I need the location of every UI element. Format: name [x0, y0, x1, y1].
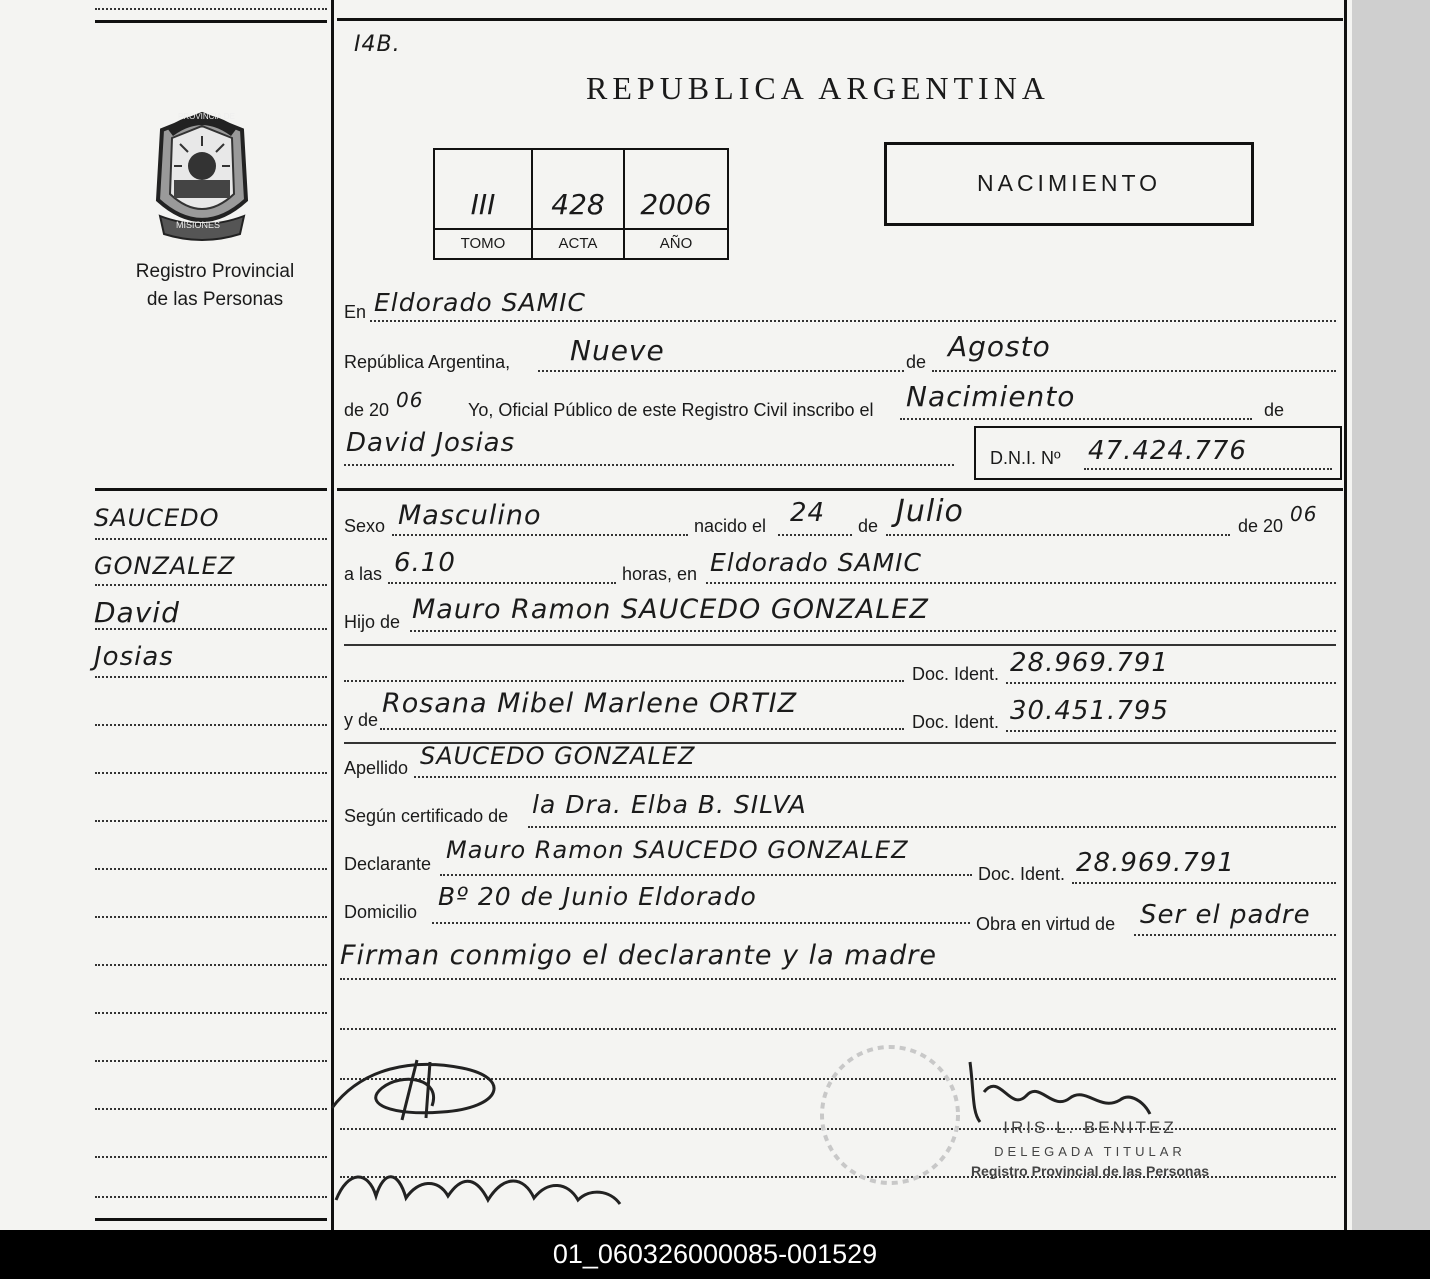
line-sexo — [392, 534, 688, 536]
value-domicilio: Bº 20 de Junio Eldorado — [438, 882, 757, 911]
country-title: REPUBLICA ARGENTINA — [586, 70, 1050, 106]
scan-edge — [1352, 0, 1430, 1230]
margin-line — [95, 1108, 327, 1110]
value-firman: Firman conmigo el declarante y la madre — [340, 940, 937, 971]
value-anio: 06 — [396, 388, 424, 412]
value-en: Eldorado SAMIC — [374, 288, 586, 317]
label-sexo: Sexo — [344, 516, 386, 536]
line-lugar — [706, 582, 1336, 584]
value-dia: Nueve — [570, 334, 665, 367]
margin-line — [95, 676, 327, 678]
dni-line — [1084, 468, 1332, 470]
margin-line — [95, 964, 327, 966]
line-hora — [388, 582, 616, 584]
dni-box — [974, 426, 1342, 480]
label-domicilio: Domicilio — [344, 902, 418, 922]
registry-name — [100, 258, 330, 314]
declarant-signature-icon — [322, 1048, 522, 1128]
line-en — [370, 320, 1336, 322]
seal-text-bottom: MISIONES — [176, 220, 221, 230]
label-de-end: de — [1264, 400, 1285, 420]
value-nac-dia: 24 — [790, 498, 826, 528]
value-nac-mes: Julio — [896, 494, 964, 529]
line-inscribo — [900, 418, 1252, 420]
margin-mid-rule — [95, 488, 327, 491]
value-sexo: Masculino — [398, 500, 542, 531]
margin-line — [95, 868, 327, 870]
margin-surname-2: GONZALEZ — [94, 552, 236, 580]
value-padre: Mauro Ramon SAUCEDO GONZALEZ — [412, 594, 929, 625]
line-apellido — [414, 776, 1336, 778]
margin-line — [95, 1012, 327, 1014]
main-top-rule — [337, 18, 1343, 21]
line-firman — [340, 978, 1336, 980]
value-nac-anio: 06 — [1290, 502, 1318, 526]
right-border — [1344, 0, 1347, 1230]
label-en: En — [344, 302, 367, 322]
value-lugar: Eldorado SAMIC — [710, 548, 922, 577]
label-alas: a las — [344, 564, 383, 584]
document-code-bar — [0, 1230, 1430, 1279]
main-mid-rule — [337, 488, 1343, 491]
line-blank — [340, 1028, 1336, 1030]
margin-line — [95, 1156, 327, 1158]
acta-cell-tomo — [435, 150, 533, 258]
official-name: IRIS L. BENITEZ — [1003, 1118, 1177, 1137]
value-certificado: la Dra. Elba B. SILVA — [532, 790, 807, 819]
margin-line — [95, 724, 327, 726]
margin-line — [95, 820, 327, 822]
margin-bottom-rule — [95, 1218, 327, 1221]
record-type-box: NACIMIENTO — [884, 142, 1254, 226]
margin-line — [95, 628, 327, 630]
official-office: Registro Provincial de las Personas — [970, 1163, 1210, 1179]
line-blank — [344, 680, 904, 682]
seal-text-top: PROVINCIA DE — [178, 112, 235, 121]
margin-dotted-line — [95, 8, 327, 10]
margin-given-1: David — [94, 596, 180, 629]
margin-surname-1: SAUCEDO — [94, 504, 220, 532]
official-title: DELEGADA TITULAR — [994, 1144, 1186, 1159]
margin-line — [95, 916, 327, 918]
second-signature-icon — [328, 1160, 628, 1220]
label-de: de — [906, 352, 927, 372]
anio-value: 2006 — [640, 188, 712, 221]
acta-cell-anio — [625, 150, 727, 258]
label-doc1: Doc. Ident. — [912, 664, 1000, 684]
line-padre — [410, 630, 1336, 632]
margin-given-2: Josias — [94, 642, 174, 672]
corner-note: I4B. — [354, 32, 401, 57]
anio-label: AÑO — [625, 228, 727, 258]
value-obra: Ser el padre — [1140, 900, 1311, 930]
line-dia — [538, 370, 904, 372]
value-madre: Rosana Mibel Marlene ORTIZ — [382, 688, 798, 719]
margin-line — [95, 1060, 327, 1062]
value-declarante: Mauro Ramon SAUCEDO GONZALEZ — [446, 836, 909, 864]
line-nac-dia — [778, 534, 852, 536]
line-domicilio — [432, 922, 970, 924]
margin-line — [95, 772, 327, 774]
label-horas: horas, en — [622, 564, 698, 584]
acta-table — [433, 148, 729, 260]
label-apellido: Apellido — [344, 758, 409, 778]
label-oficial: Yo, Oficial Público de este Registro Civil inscribo el — [468, 400, 874, 420]
line-mes — [932, 370, 1336, 372]
line-madre — [380, 728, 904, 730]
official-stamp — [930, 1118, 1250, 1179]
label-republica: República Argentina, — [344, 352, 511, 372]
label-yde: y de — [344, 710, 379, 730]
margin-top-rule — [95, 20, 327, 23]
acta-cell-acta — [533, 150, 625, 258]
label-de20: de 20 — [344, 400, 390, 420]
line-doc-padre — [1006, 682, 1336, 684]
label-declarante: Declarante — [344, 854, 432, 874]
value-mes: Agosto — [948, 330, 1051, 363]
value-apellido: SAUCEDO GONZALEZ — [420, 742, 696, 770]
column-divider — [331, 0, 334, 1230]
line-obra — [1134, 934, 1336, 936]
document-code: 01_060326000085-001529 — [552, 1239, 878, 1269]
label-de2: de — [858, 516, 879, 536]
value-nombre: David Josias — [346, 428, 516, 458]
acta-value: 428 — [551, 188, 605, 221]
line-doc-declarante — [1072, 882, 1336, 884]
line-doc-madre — [1006, 730, 1336, 732]
line-nombre — [344, 464, 954, 466]
line-certificado — [528, 826, 1336, 828]
registry-name-line1: Registro Provincial — [135, 261, 295, 282]
label-doc2: Doc. Ident. — [912, 712, 1000, 732]
label-obra: Obra en virtud de — [976, 914, 1116, 934]
label-doc3: Doc. Ident. — [978, 864, 1066, 884]
dni-label: D.N.I. Nº — [990, 448, 1061, 468]
margin-line — [95, 1196, 327, 1198]
value-doc-declarante: 28.969.791 — [1076, 848, 1235, 878]
registry-name-line2: de las Personas — [146, 289, 284, 310]
margin-line — [95, 538, 327, 540]
rule — [344, 644, 1336, 646]
label-nacido: nacido el — [694, 516, 767, 536]
value-hora: 6.10 — [394, 548, 456, 578]
acta-label: ACTA — [533, 228, 623, 258]
line-nac-mes — [886, 534, 1230, 536]
label-certificado: Según certificado de — [344, 806, 509, 826]
tomo-value: III — [470, 188, 496, 221]
tomo-label: TOMO — [435, 228, 531, 258]
value-doc-madre: 30.451.795 — [1010, 696, 1169, 726]
line-declarante — [440, 874, 972, 876]
value-doc-padre: 28.969.791 — [1010, 648, 1169, 678]
label-de20b: de 20 — [1238, 516, 1284, 536]
dni-value: 47.424.776 — [1088, 436, 1247, 466]
margin-line — [95, 584, 327, 586]
label-hijo: Hijo de — [344, 612, 401, 632]
value-inscribo: Nacimiento — [906, 380, 1076, 413]
